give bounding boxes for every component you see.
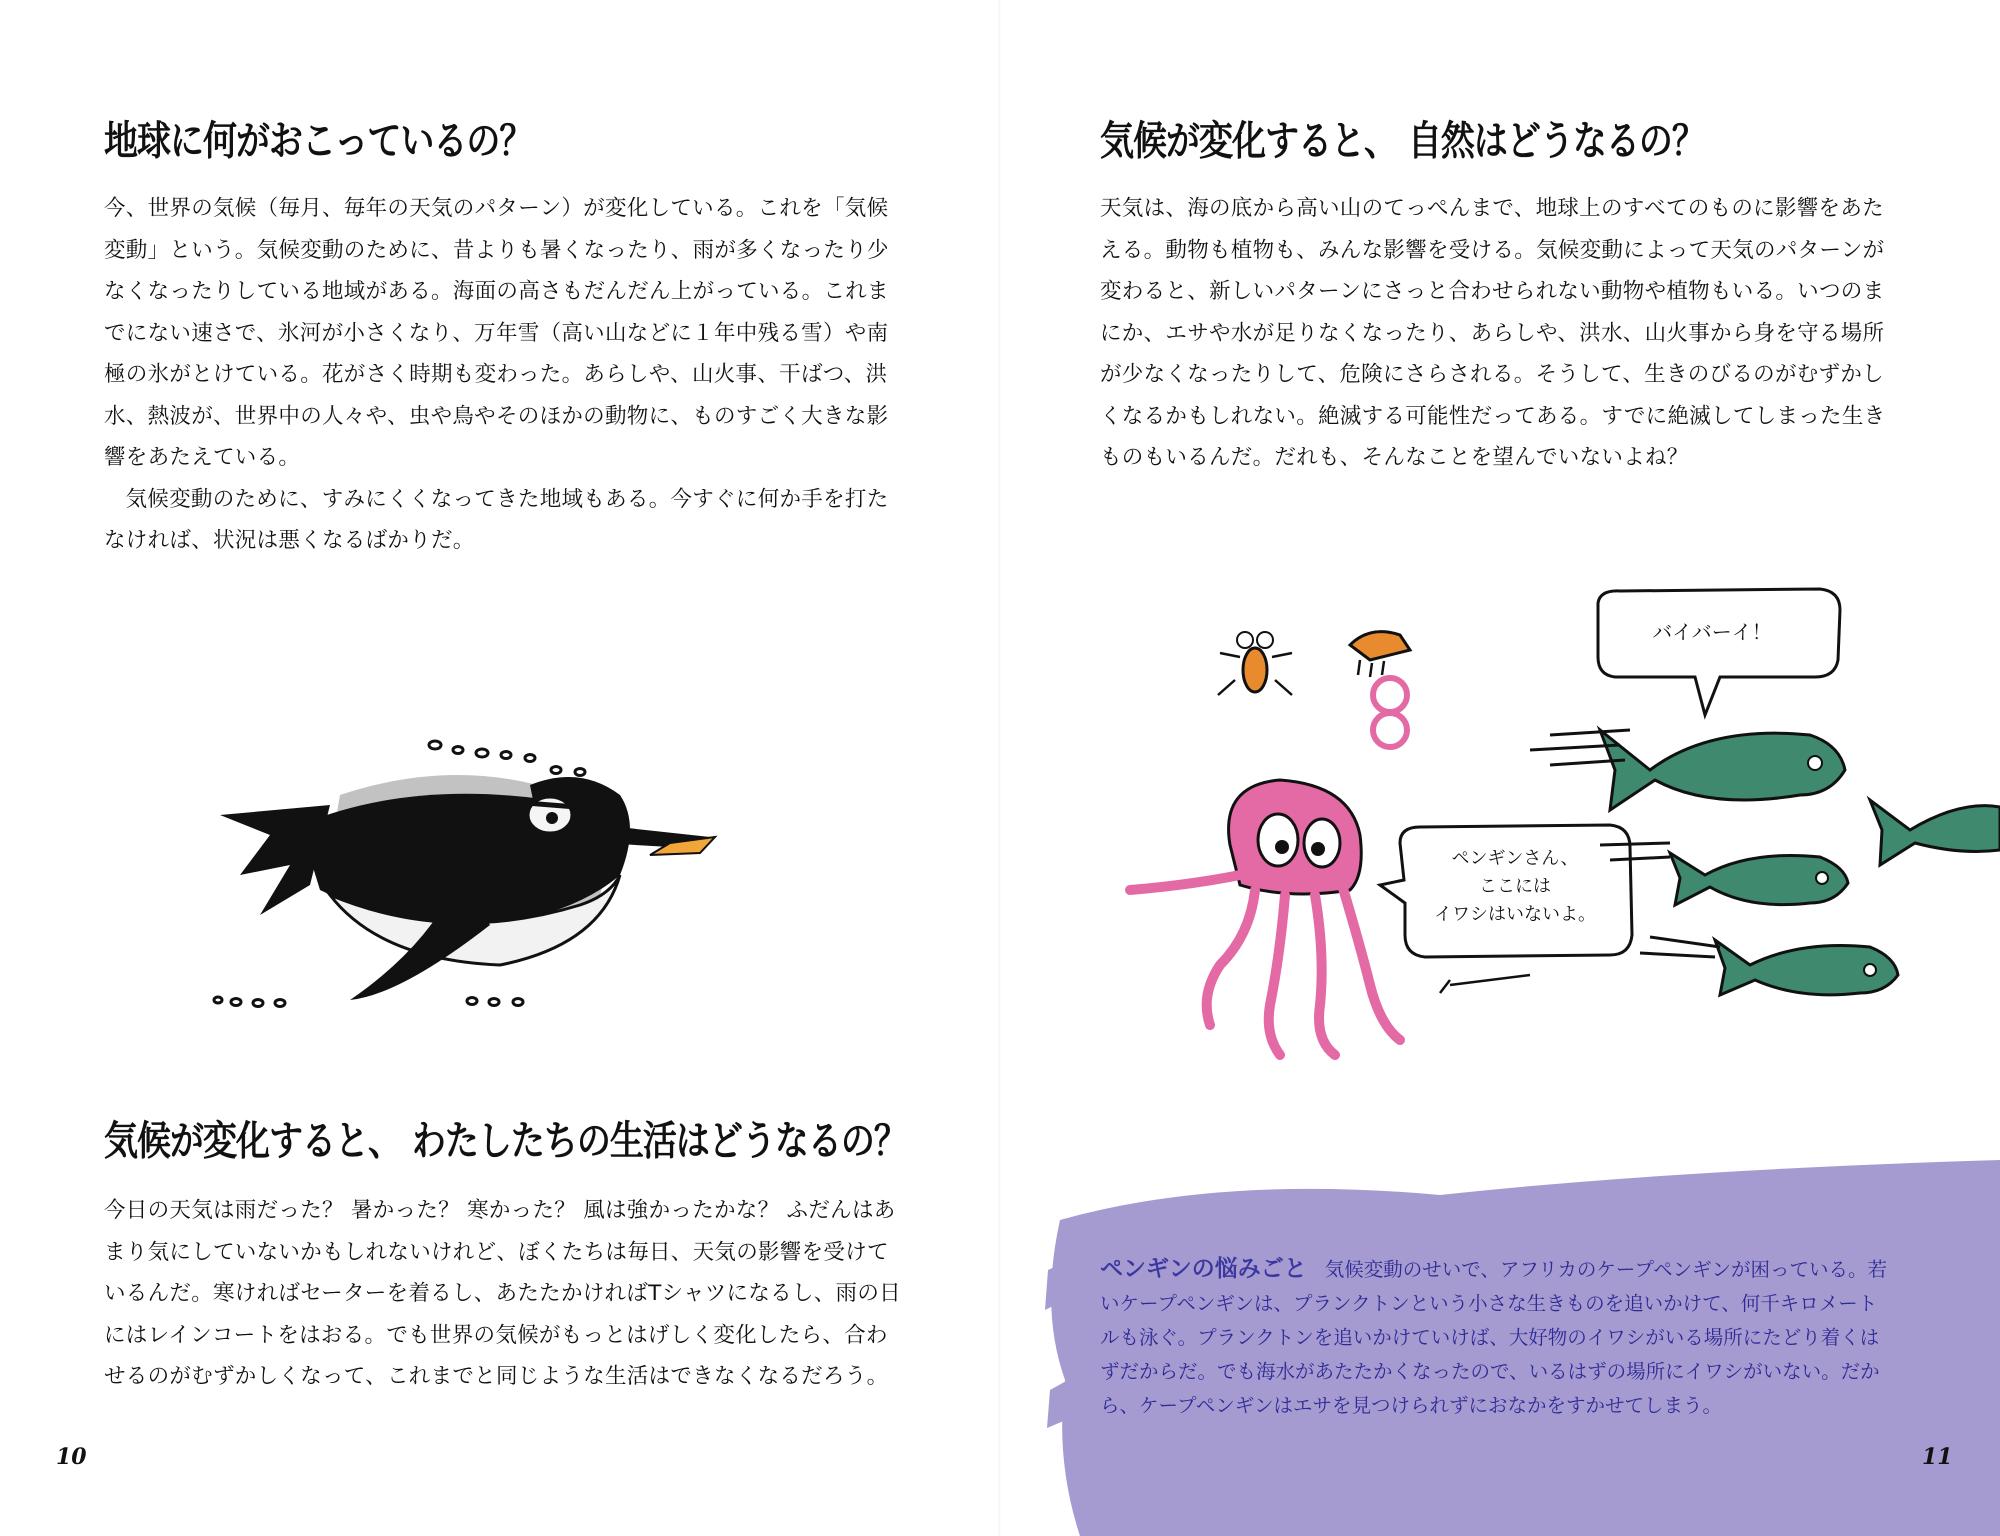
jellyfish-speech: [1400, 845, 1630, 929]
jellyfish-speech-line-3: イワシはいないよ。: [1434, 904, 1596, 925]
jellyfish-speech-line-2: ここには: [1479, 876, 1551, 897]
heading-what-is-happening: 地球に何がおこっているの？: [104, 118, 533, 166]
jellyfish-speech-line-1: ペンギンさん、: [1451, 848, 1579, 869]
section1-paragraph-2: 気候変動のために、すみにくくなってきた地域もある。今すぐに何か手を打たなければ、状況は悪くなるばかりだ。: [104, 486, 889, 553]
callout-title: ペンギンの悩みごと: [1100, 1256, 1307, 1282]
fish-speech-text: バイバーイ！: [1652, 620, 1772, 644]
heading-nature: 気候が変化すると、 自然はどうなるの？: [1100, 118, 1705, 166]
nature-paragraph: 天気は、海の底から高い山のてっぺんまで、地球上のすべてのものに影響をあたえる。動物も植物も、みんな影響を受ける。気候変動によって天気のパターンが変わると、新しいパターンにさっと合わせられない動物や植物もいる。いつのまにか、エサや水が足りなくなったり、あらしや、洪水、山火事から身を守る場所が少なくなったりして、危険にさらされる。そうして、生きのびるのがむずかしくなるかもしれない。絶滅する可能性だってある。すでに絶滅してしまった生きものもいるんだ。だれも、そんなことを望んでいないよね？: [1100, 196, 1886, 470]
jellyfish: [1130, 780, 1400, 1055]
callout-text: 気候変動のせいで、アフリカのケープペンギンが困っている。若いケープペンギンは、プランクトンという小さな生きものを追いかけて、何千キロメートルも泳ぐ。プランクトンを追いかけていけば、大好物のイワシがいる場所にたどり着くはずだからだ。でも海水があたたかくなったので、いるはずの場所にイワシがいない。だから、ケープペンギンはエサを見つけられずにおなかをすかせてしまう。: [1100, 1258, 1887, 1417]
section2-paragraph: 今日の天気は雨だった？ 暑かった？ 寒かった？ 風は強かったかな？ ふだんはあまり気にしていないかもしれないけれど、ぼくたちは毎日、天気の影響を受けているんだ。寒ければセーターを着るし、あたたかければTシャツになるし、雨の日にはレインコートをはおる。でも世界の気候がもっとはげしく変化したら、合わせるのがむずかしくなって、これまでと同じような生活はできなくなるだろう。: [104, 1198, 901, 1389]
page-number-left: 10: [56, 1444, 87, 1470]
sea-creatures-illustration: [1110, 585, 2000, 1075]
section1-body: [104, 188, 904, 562]
section2-body: [104, 1190, 904, 1398]
nature-body: [1100, 188, 1895, 479]
section1-paragraph-1: 今、世界の気候（毎月、毎年の天気のパターン）が変化している。これを「気候変動」という。気候変動のために、昔よりも暑くなったり、雨が多くなったり少なくなったりしている地域がある。海面の高さもだんだん上がっている。これまでにない速さで、氷河が小さくなり、万年雪（高い山などに１年中残る雪）や南極の氷がとけている。花がさく時期も変わった。あらしや、山火事、干ばつ、洪水、熱波が、世界中の人々や、虫や鳥やそのほかの動物に、ものすごく大きな影響をあたえている。: [104, 196, 889, 470]
page-number-right: 11: [1922, 1444, 1953, 1470]
heading-our-life: 気候が変化すると、 わたしたちの生活はどうなるの？: [104, 1118, 907, 1166]
penguin-illustration: [200, 725, 820, 1025]
penguin-callout: [1100, 1252, 1890, 1423]
